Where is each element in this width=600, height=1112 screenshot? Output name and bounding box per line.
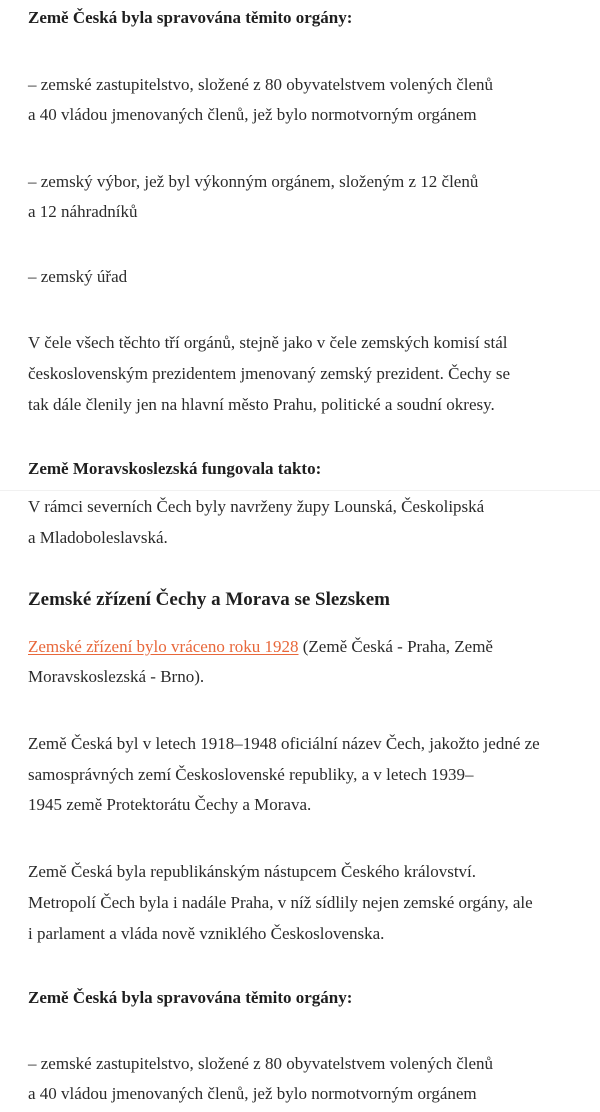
list-item-assembly-repeat-line-1: – zemské zastupitelstvo, složené z 80 obyvatelstvem volených členů — [28, 1054, 494, 1073]
paragraph-name-line-3: 1945 země Protektorátu Čechy a Morava. — [28, 795, 312, 814]
paragraph-1928-line-1 — [28, 632, 493, 662]
list-item-committee-line-1: – zemský výbor, jež byl výkonným orgánem, složeným z 12 členů — [28, 172, 479, 191]
subheading-bohemia-organs-repeat: Země Česká byla spravována těmito orgány: — [28, 988, 353, 1007]
paragraph-name-line-1: Země Česká byl v letech 1918–1948 oficiální název Čech, jakožto jedné ze — [28, 734, 540, 753]
paragraph-1928-text: (Země Česká - Praha, Země — [298, 637, 493, 656]
paragraph-successor-line-2: Metropolí Čech byla i nadále Praha, v níž sídlily nejen zemské orgány, ale — [28, 893, 533, 912]
list-item-office: – zemský úřad — [28, 267, 128, 286]
subheading-bohemia-organs: Země Česká byla spravována těmito orgány: — [28, 8, 353, 27]
list-item-assembly-line-1: – zemské zastupitelstvo, složené z 80 obyvatelstvem volených členů — [28, 75, 494, 94]
paragraph-zupy-line-1: V rámci severních Čech byly navrženy župy Lounská, Českolipská — [28, 497, 485, 516]
paragraph-successor-line-3: i parlament a vláda nově vzniklého Československa. — [28, 924, 385, 943]
list-item-committee-line-2: a 12 náhradníků — [28, 202, 138, 221]
paragraph-zupy-line-2: a Mladoboleslavská. — [28, 528, 168, 547]
paragraph-president-line-1: V čele všech těchto tří orgánů, stejně jako v čele zemských komisí stál — [28, 333, 508, 352]
paragraph-president-line-3: tak dále členily jen na hlavní město Prahu, politické a soudní okresy. — [28, 395, 495, 414]
section-divider — [0, 490, 600, 491]
section-title: Zemské zřízení Čechy a Morava se Slezskem — [28, 589, 390, 610]
list-item-assembly-line-2: a 40 vládou jmenovaných členů, jež bylo normotvorným orgánem — [28, 105, 477, 124]
list-item-assembly-repeat-line-2: a 40 vládou jmenovaných členů, jež bylo normotvorným orgánem — [28, 1084, 477, 1103]
paragraph-successor-line-1: Země Česká byla republikánským nástupcem Českého království. — [28, 862, 477, 881]
paragraph-president-line-2: československým prezidentem jmenovaný zemský prezident. Čechy se — [28, 364, 510, 383]
paragraph-1928-line-2: Moravskoslezská - Brno). — [28, 667, 205, 686]
paragraph-name-line-2: samosprávných zemí Československé republiky, a v letech 1939– — [28, 765, 474, 784]
link-restored-1928[interactable]: Zemské zřízení bylo vráceno roku 1928 — [28, 637, 299, 656]
subheading-moravia: Země Moravskoslezská fungovala takto: — [28, 459, 322, 478]
